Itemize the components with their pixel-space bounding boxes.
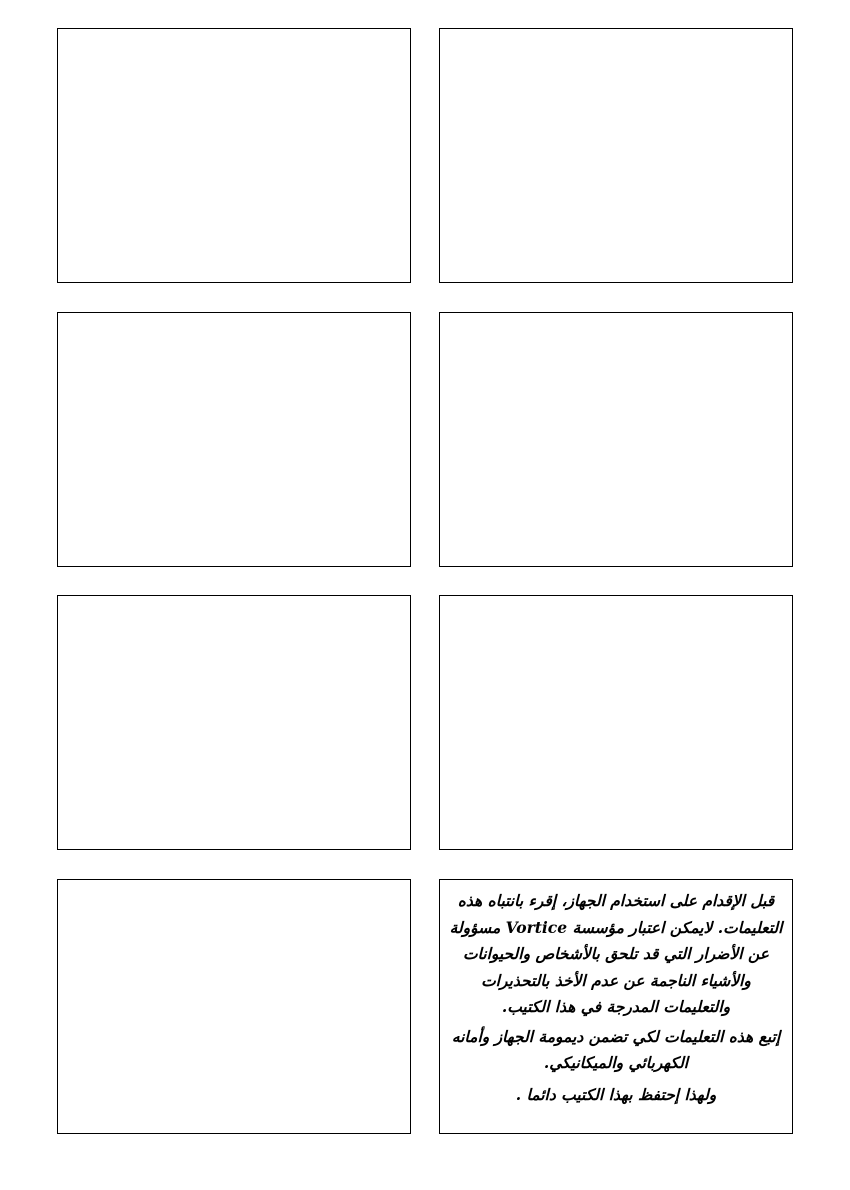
empty-panel-right-2 [439, 312, 793, 567]
empty-panel-left-1 [57, 28, 411, 283]
empty-panel-right-1 [439, 28, 793, 283]
instructions-paragraph-follow: إتبع هذه التعليمات لكي تضمن ديمومة الجهاز وأمانه الكهربائي والميكانيكي. [451, 1026, 781, 1072]
instructions-paragraph-warning: قبل الإقدام على استخدام الجهاز، إقرء بانتباه هذه التعليمات. لايمكن اعتبار مؤسسة Vortice مسؤولة عن الأضرار التي قد تلحق بالأشخاص والحيوانات والأشياء الناجمة عن عدم الأخذ بالتحذيرات والتعليمات المدرجة في هذا الكتيب. [449, 891, 783, 1016]
instructions-paragraph-keep: ولهذا إحتفظ بهذا الكتيب دائما . [515, 1084, 717, 1104]
empty-panel-left-4 [57, 879, 411, 1134]
empty-panel-left-2 [57, 312, 411, 567]
instructions-text [448, 888, 784, 1127]
empty-panel-right-3 [439, 595, 793, 850]
instructions-panel [439, 879, 793, 1134]
empty-panel-left-3 [57, 595, 411, 850]
